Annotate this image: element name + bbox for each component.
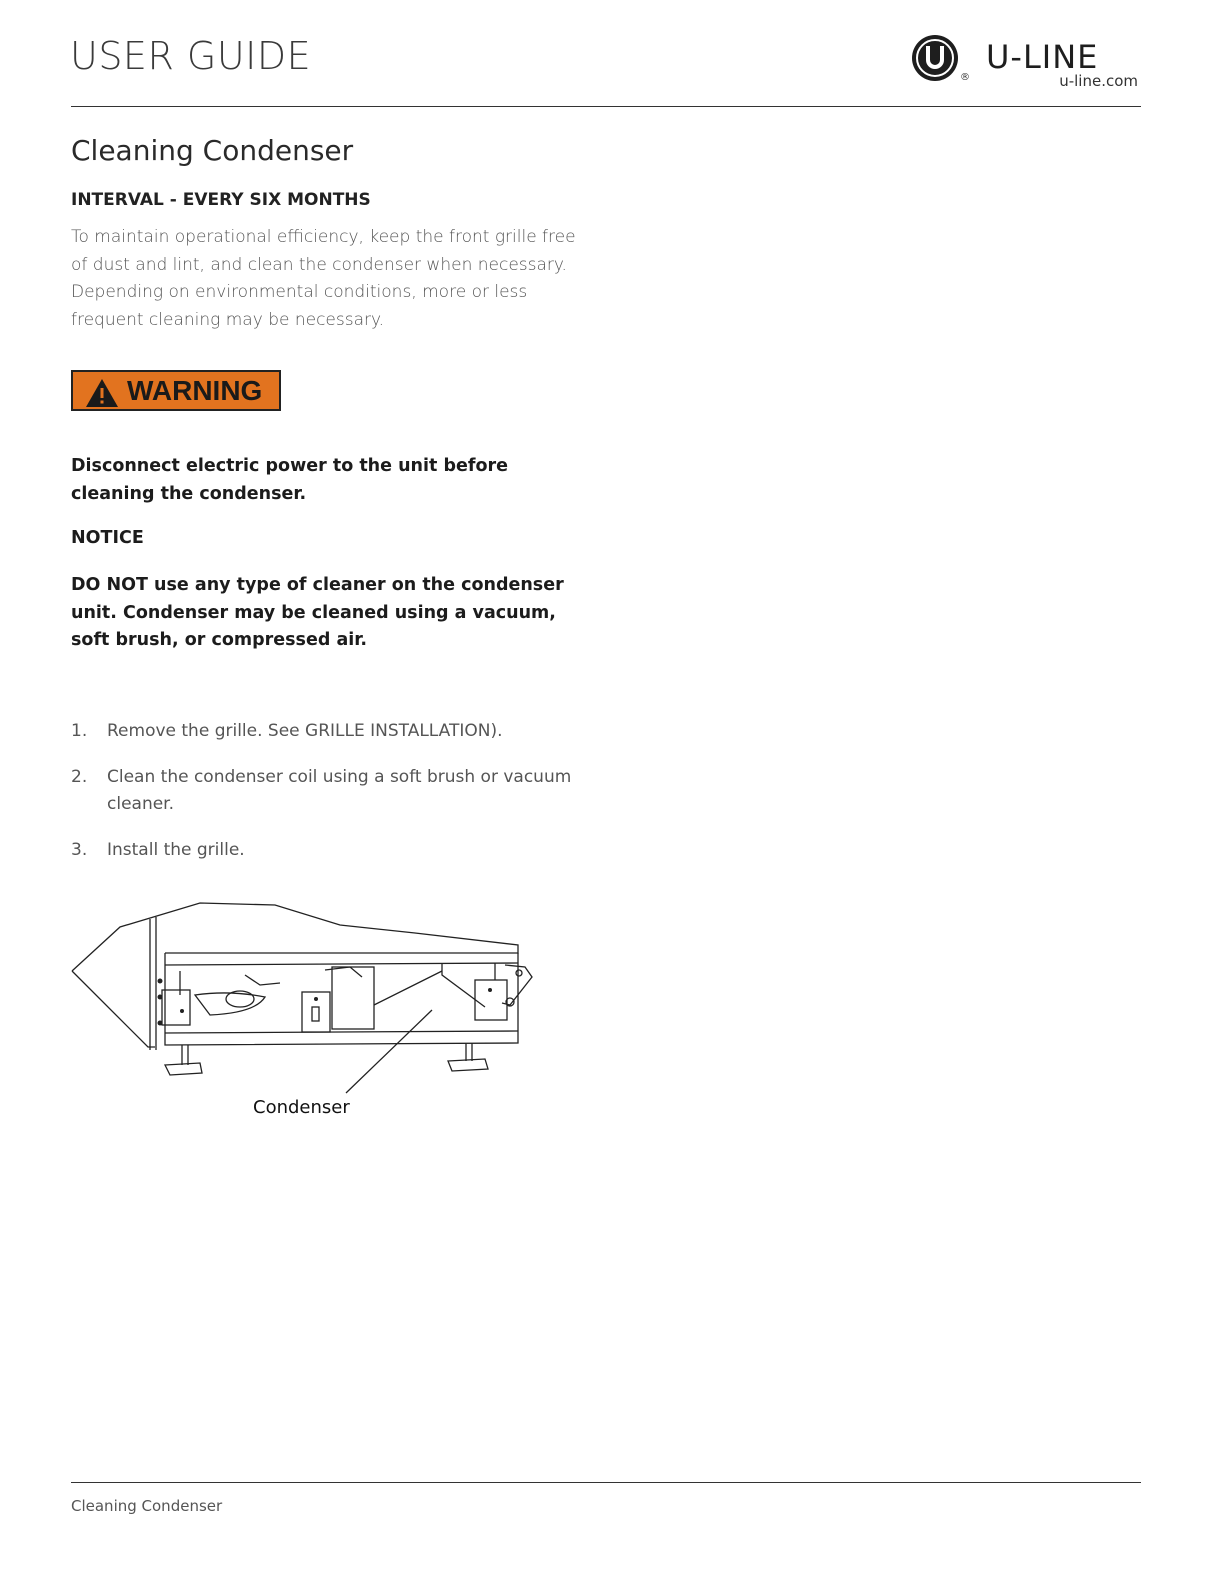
section-title: Cleaning Condenser [71,134,354,167]
registered-mark: ® [960,72,970,83]
brand-name: U-LINE [986,38,1099,76]
steps-list [71,718,581,882]
step-number: 2. [71,766,88,787]
list-item [71,718,581,746]
warning-triangle-icon [85,378,119,408]
step-text: Remove the grille. See GRILLE INSTALLATION). [107,721,503,741]
footer-text: Cleaning Condenser [71,1497,223,1515]
notice-label: NOTICE [71,528,144,548]
website-link[interactable]: u-line.com [1059,72,1138,90]
u-line-logo-icon [910,32,960,82]
list-item [71,764,581,819]
header-rule [71,106,1141,107]
brand-logo[interactable] [910,32,1142,92]
step-text: Install the grille. [107,839,245,860]
condenser-label: Condenser [253,1097,350,1118]
notice-text: DO NOT use any type of cleaner on the condenser unit. Condenser may be cleaned using a vacuum, soft brush, or compressed air. [71,575,564,650]
step-number: 3. [71,839,88,860]
step-text: Clean the condenser coil using a soft brush or vacuum cleaner. [107,766,572,814]
interval-heading: INTERVAL - EVERY SIX MONTHS [71,190,371,210]
warning-label: WARNING [127,375,263,406]
doc-title: USER GUIDE [70,34,312,78]
warning-badge [71,370,281,411]
condenser-diagram [70,895,540,1095]
condenser-illustration [70,895,540,1125]
footer-rule [71,1482,1141,1483]
step-number: 1. [71,721,88,741]
warning-text: Disconnect electric power to the unit before cleaning the condenser. [71,456,509,504]
list-item [71,837,581,865]
intro-paragraph: To maintain operational efficiency, keep the front grille free of dust and lint, and clean the condenser when necessary. Depending on environmental conditions, more or less frequent cleaning may be necessary. [71,227,576,330]
